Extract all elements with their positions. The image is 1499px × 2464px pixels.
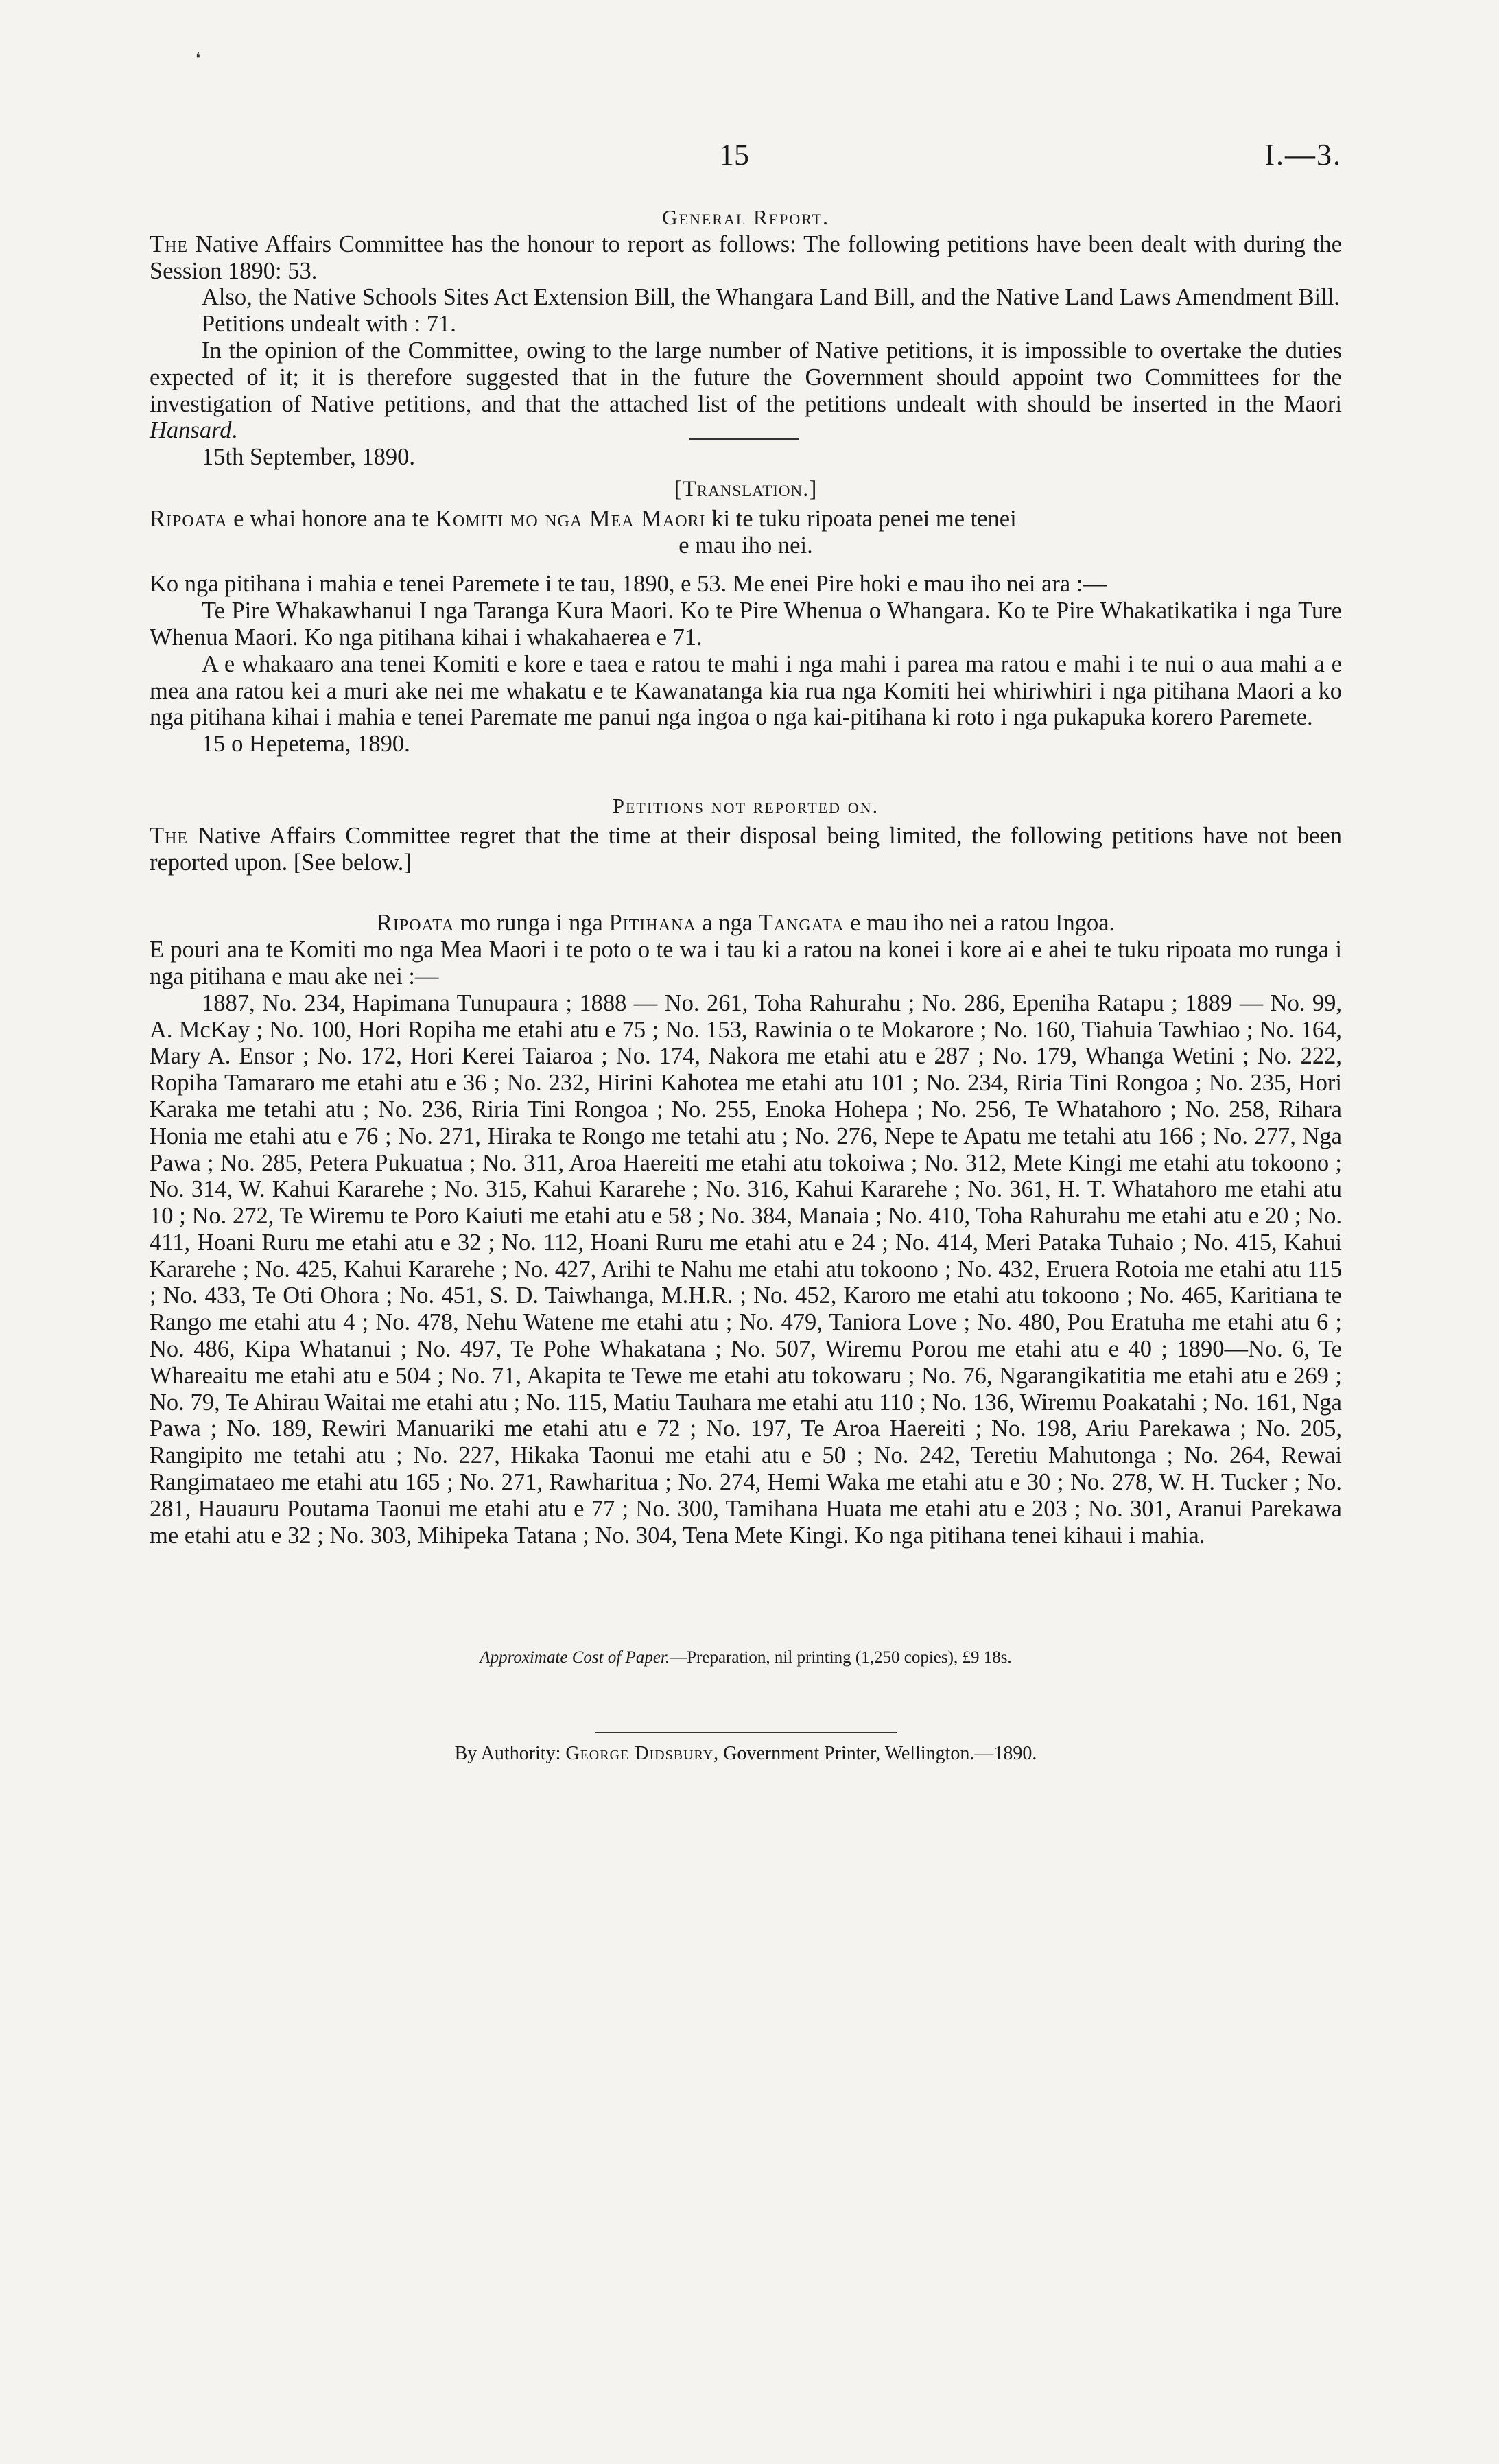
title-word: Pitihana: [609, 910, 696, 937]
general-report-section: [150, 204, 1342, 471]
lead-word: The: [150, 822, 189, 849]
ripoata-paragraph-1: E pouri ana te Komiti mo nga Mea Maori i te poto o te wa i tau ki a ratou na konei i kore ai e ahei te tuku ripoata mo runga i nga pitihana e mau ake nei :—: [150, 937, 1342, 989]
ripoata-section: [150, 910, 1342, 1549]
printer-name: George Didsbury: [565, 1743, 714, 1765]
general-report-paragraph-1: [150, 231, 1342, 285]
title-text: mo runga i nga: [454, 910, 609, 937]
paragraph-text: ki te tuku ripoata penei me tenei: [705, 505, 1017, 532]
paragraph-text: .: [231, 417, 238, 444]
general-report-paragraph-4: [150, 338, 1342, 444]
translation-title: [150, 476, 1342, 503]
translation-date: 15 o Hepetema, 1890.: [202, 731, 410, 758]
petition-list: 1887, No. 234, Hapimana Tunupaura ; 1888 — No. 261, Toha Rahurahu ; No. 286, Epeniha Ratapu ; 1889 — No. 99, A. McKay ; No. 100, Hori Ropiha me etahi atu e 75 ; No. 153, Rawinia o te Mokarore ; No. 160, Tiahuia Tawhiao ; No. 164, Mary A. Ensor ; No. 172, Hori Kerei Taiaroa ; No. 174, Nakora me etahi atu e 287 ; No. 179, Whanga Wetini ; No. 222, Ropiha Tamararo me etahi atu e 36 ; No. 232, Hirini Kahotea me etahi atu 101 ; No. 234, Riria Tini Rongoa ; No. 235, Hori Karaka me tetahi atu ; No. 236, Riria Tini Rongoa ; No. 255, Enoka Hohepa ; No. 256, Te Whatahoro ; No. 258, Rihara Honia me etahi atu e 76 ; No. 271, Hiraka te Rongo me tetahi atu ; No. 276, Nepe te Apatu me tetahi atu 166 ; No. 277, Nga Pawa ; No. 285, Petera Pukuatua ; No. 311, Aroa Haereiti me etahi atu tokoiwa ; No. 312, Mete Kingi me etahi atu tokoono ; No. 314, W. Kahui Kararehe ; No. 315, Kahui Kararehe ; No. 316, Kahui Kararehe ; No. 361, H. T. Whatahoro me etahi atu 10 ; No. 272, Te Wiremu te Poro Kaiuti me etahi atu e 58 ; No. 384, Manaia ; No. 410, Toha Rahurahu me etahi atu e 20 ; No. 411, Hoani Ruru me etahi atu e 32 ; No. 112, Hoani Ruru me etahi atu e 24 ; No. 414, Meri Pataka Tuhaio ; No. 415, Kahui Kararehe ; No. 425, Kahui Kararehe ; No. 427, Arihi te Nahu me etahi atu tokoono ; No. 432, Eruera Rotoia me etahi atu 115 ; No. 433, Te Oti Ohora ; No. 451, S. D. Taiwhanga, M.H.R. ; No. 452, Karoro me etahi atu tokoono ; No. 465, Karitiana te Rango me etahi atu 4 ; No. 478, Nehu Watene me etahi atu ; No. 479, Taniora Love ; No. 480, Pou Eratuha me etahi atu 6 ; No. 486, Kipa Whatanui ; No. 497, Te Pohe Whakatana ; No. 507, Wiremu Porou me etahi atu e 40 ; 1890—No. 6, Te Whareaitu me etahi atu e 504 ; No. 71, Akapita te Tewe me etahi atu tokowaru ; No. 76, Ngarangikatitia me etahi atu e 269 ; No. 79, Te Ahirau Waitai me etahi atu ; No. 115, Matiu Tauhara me etahi atu 110 ; No. 136, Wiremu Poakatahi ; No. 161, Nga Pawa ; No. 189, Rewiri Manuariki me etahi atu e 72 ; No. 197, Te Aroa Haereiti ; No. 198, Ariu Parekawa ; No. 205, Rangipito me tetahi atu ; No. 227, Hikaka Taonui me etahi atu e 50 ; No. 242, Teretiu Mahutonga ; No. 264, Rewai Rangimataeo me etahi atu 165 ; No. 271, Rawharitua ; No. 274, Hemi Waka me etahi atu e 30 ; No. 278, W. H. Tucker ; No. 281, Hauauru Poutama Taonui me etahi atu e 77 ; No. 300, Tamihana Huata me etahi atu e 203 ; No. 301, Aranui Parekawa me etahi atu e 32 ; No. 303, Mihipeka Tatana ; No. 304, Tena Mete Kingi. Ko nga pitihana tenei kihaui i mahia.: [150, 989, 1342, 1549]
paragraph-text: In the opinion of the Committee, owing to the large number of Native petitions, it is impossible to overtake the duties expected of it; it is therefore suggested that in the future the Government should appoint two Committees for the investigation of Native petitions, and that the attached list of the petitions undealt with should be inserted in the Maori: [150, 337, 1342, 417]
section-divider: [689, 438, 799, 440]
title-word: Ripoata: [376, 910, 455, 937]
general-report-title: General Report.: [662, 205, 829, 229]
general-report-paragraph-2: Also, the Native Schools Sites Act Extension Bill, the Whangara Land Bill, and the Native Land Laws Amendment Bill.: [202, 284, 1340, 311]
footer-divider: [595, 1732, 897, 1733]
general-report-paragraph-3: Petitions undealt with : 71.: [202, 311, 456, 338]
petitions-not-reported-section: [150, 793, 1342, 876]
translation-title-text: [Translation.]: [674, 476, 818, 502]
cost-label: Approximate Cost of Paper.: [480, 1648, 670, 1667]
translation-paragraph-4: A e whakaaro ana tenei Komiti e kore e taea e ratou te mahi i nga mahi i parea ma ratou e mahi i te nui o aua mahi a e mea ana ratou kei a muri ake nei me whakatu e te Kawanatanga kia rua nga Komiti hei whiriwhiri i nga pitihana Maori a ko nga pitihana kihai i mahia e tenei Paremate me panui nga ingoa o nga kai-pitihana ki roto i nga pukapuka korero Paremete.: [150, 650, 1342, 731]
title-word: Tangata: [758, 910, 845, 937]
translation-paragraph-2: Ko nga pitihana i mahia e tenei Paremete i te tau, 1890, e 53. Me enei Pire hoki e mau iho nei ara :—: [150, 571, 1107, 598]
petitions-not-reported-title: Petitions not reported on.: [612, 793, 880, 818]
translation-paragraph-3: Te Pire Whakawhanui I nga Taranga Kura Maori. Ko te Pire Whenua o Whangara. Ko te Pire Whakatikatika i nga Ture Whenua Maori. Ko nga pitihana kihai i whakahaerea e 71.: [150, 598, 1342, 650]
stray-mark: ❛: [196, 49, 201, 67]
paragraph-text: e whai honore ana te: [227, 505, 436, 532]
document-body: [150, 204, 1342, 1768]
authority-text: By Authority:: [454, 1743, 566, 1765]
paragraph-text: Native Affairs Committee regret that the time at their disposal being limited, the following petitions have not been reported upon. [See below.]: [150, 822, 1342, 876]
translation-paragraph-1: [150, 506, 1342, 532]
title-text: e mau iho nei a ratou Ingoa.: [844, 910, 1116, 937]
ripoata-title: [150, 910, 1342, 937]
general-report-date: 15th September, 1890.: [202, 444, 415, 471]
committee-name: Komiti mo nga Mea Maori: [435, 505, 706, 532]
title-text: a nga: [696, 910, 759, 937]
cost-text: —Preparation, nil printing (1,250 copies), £9 18s.: [670, 1648, 1012, 1667]
paragraph-text: Native Affairs Committee has the honour to report as follows: The following petitions have been dealt with during the Session 1890: 53.: [150, 231, 1342, 284]
printer-authority: [150, 1741, 1342, 1768]
cost-note: [150, 1645, 1342, 1671]
petitions-not-reported-paragraph: [150, 823, 1342, 876]
lead-word: Ripoata: [150, 505, 228, 532]
authority-text: , Government Printer, Wellington.—1890.: [713, 1743, 1037, 1765]
hansard-italic: Hansard: [150, 417, 232, 444]
lead-word: The: [150, 231, 189, 257]
document-reference: I.—3.: [1264, 138, 1342, 172]
translation-section: [150, 476, 1342, 758]
page-header: [150, 137, 1342, 178]
page-number: 15: [719, 138, 749, 172]
translation-paragraph-1-continued: e mau iho nei.: [678, 532, 813, 559]
date-row: [150, 444, 1342, 471]
